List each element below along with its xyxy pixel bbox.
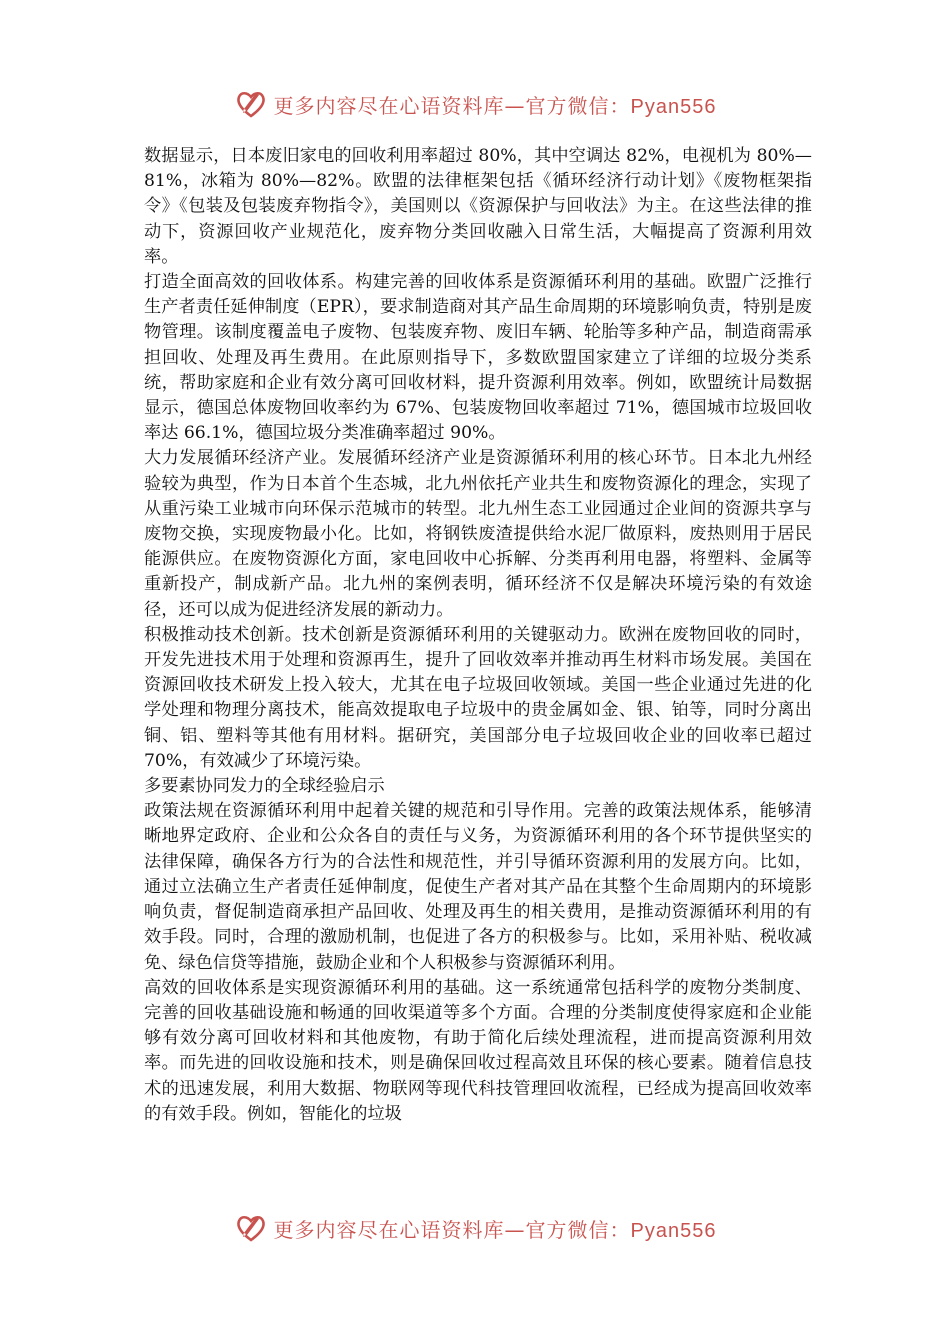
header-banner — [0, 84, 950, 124]
paragraph-efficient-recycling: 高效的回收体系是实现资源循环利用的基础。这一系统通常包括科学的废物分类制度、完善的回收基础设施和畅通的回收渠道等多个方面。合理的分类制度使得家庭和企业能够有效分离可回收材料和其他废物，有助于简化后续处理流程，进而提高资源利用效率。而先进的回收设施和技术，则是确保回收过程高效且环保的核心要素。随着信息技术的迅速发展，利用大数据、物联网等现代科技管理回收流程，已经成为提高回收效率的有效手段。例如，智能化的垃圾 — [144, 977, 812, 1124]
paragraph-recycling-system: 打造全面高效的回收体系。构建完善的回收体系是资源循环利用的基础。欧盟广泛推行生产者责任延伸制度（EPR），要求制造商对其产品生命周期的环境影响负责，特别是废物管理。该制度覆盖电子废物、包装废弃物、废旧车辆、轮胎等多种产品，制造商需承担回收、处理及再生费用。在此原则指导下，多数欧盟国家建立了详细的垃圾分类系统，帮助家庭和企业有效分离可回收材料，提升资源利用效率。例如，欧盟统计局数据显示，德国总体废物回收率约为 67%、包装废物回收率超过 71%，德国城市垃圾回收率达 66.1%，德国垃圾分类准确率超过 90%。 — [144, 272, 812, 444]
footer-banner — [0, 1208, 950, 1248]
wechat-id: Pyan556 — [630, 95, 717, 118]
paragraph-tech-innovation: 积极推动技术创新。技术创新是资源循环利用的关键驱动力。欧洲在废物回收的同时，开发先进技术用于处理和资源再生，提升了回收效率并推动再生材料市场发展。美国在资源回收技术研发上投入较大，尤其在电子垃圾回收领域。美国一些企业通过先进的化学处理和物理分离技术，能高效提取电子垃圾中的贵金属如金、银、铂等，同时分离出铜、铝、塑料等其他有用材料。据研究，美国部分电子垃圾回收企业的回收率已超过 70%，有效减少了环境污染。 — [144, 624, 812, 771]
paragraph-intro: 数据显示，日本废旧家电的回收利用率超过 80%，其中空调达 82%，电视机为 80%—81%，冰箱为 80%—82%。欧盟的法律框架包括《循环经济行动计划》《废物框架指令》《包装及包装废弃物指令》，美国则以《资源保护与回收法》为主。在这些法律的推动下，资源回收产业规范化，废弃物分类回收融入日常生活，大幅提高了资源利用效率。 — [144, 146, 812, 267]
heart-pen-logo-icon — [234, 87, 268, 121]
heart-pen-logo-icon — [234, 1211, 268, 1245]
header-text: 更多内容尽在心语资料库—官方微信：Pyan556 — [273, 93, 717, 118]
wechat-id: Pyan556 — [630, 1219, 717, 1242]
document-body — [144, 144, 812, 1127]
paragraph-circular-economy: 大力发展循环经济产业。发展循环经济产业是资源循环利用的核心环节。日本北九州经验较为典型，作为日本首个生态城，北九州依托产业共生和废物资源化的理念，实现了从重污染工业城市向环保示范城市的转型。北九州生态工业园通过企业间的资源共享与废物交换，实现废物最小化。比如，将钢铁废渣提供给水泥厂做原料，废热则用于居民能源供应。在废物资源化方面，家电回收中心拆解、分类再利用电器，将塑料、金属等重新投产，制成新产品。北九州的案例表明，循环经济不仅是解决环境污染的有效途径，还可以成为促进经济发展的新动力。 — [144, 448, 812, 620]
footer-text: 更多内容尽在心语资料库—官方微信：Pyan556 — [273, 1217, 717, 1242]
section-heading: 多要素协同发力的全球经验启示 — [144, 776, 385, 797]
paragraph-policy: 政策法规在资源循环利用中起着关键的规范和引导作用。完善的政策法规体系，能够清晰地界定政府、企业和公众各自的责任与义务，为资源循环利用的各个环节提供坚实的法律保障，确保各方行为的合法性和规范性，并引导循环资源利用的发展方向。比如，通过立法确立生产者责任延伸制度，促使生产者对其产品在其整个生命周期内的环境影响负责，督促制造商承担产品回收、处理及再生的相关费用，是推动资源循环利用的有效手段。同时，合理的激励机制，也促进了各方的积极参与。比如，采用补贴、税收减免、绿色信贷等措施，鼓励企业和个人积极参与资源循环利用。 — [144, 801, 812, 973]
